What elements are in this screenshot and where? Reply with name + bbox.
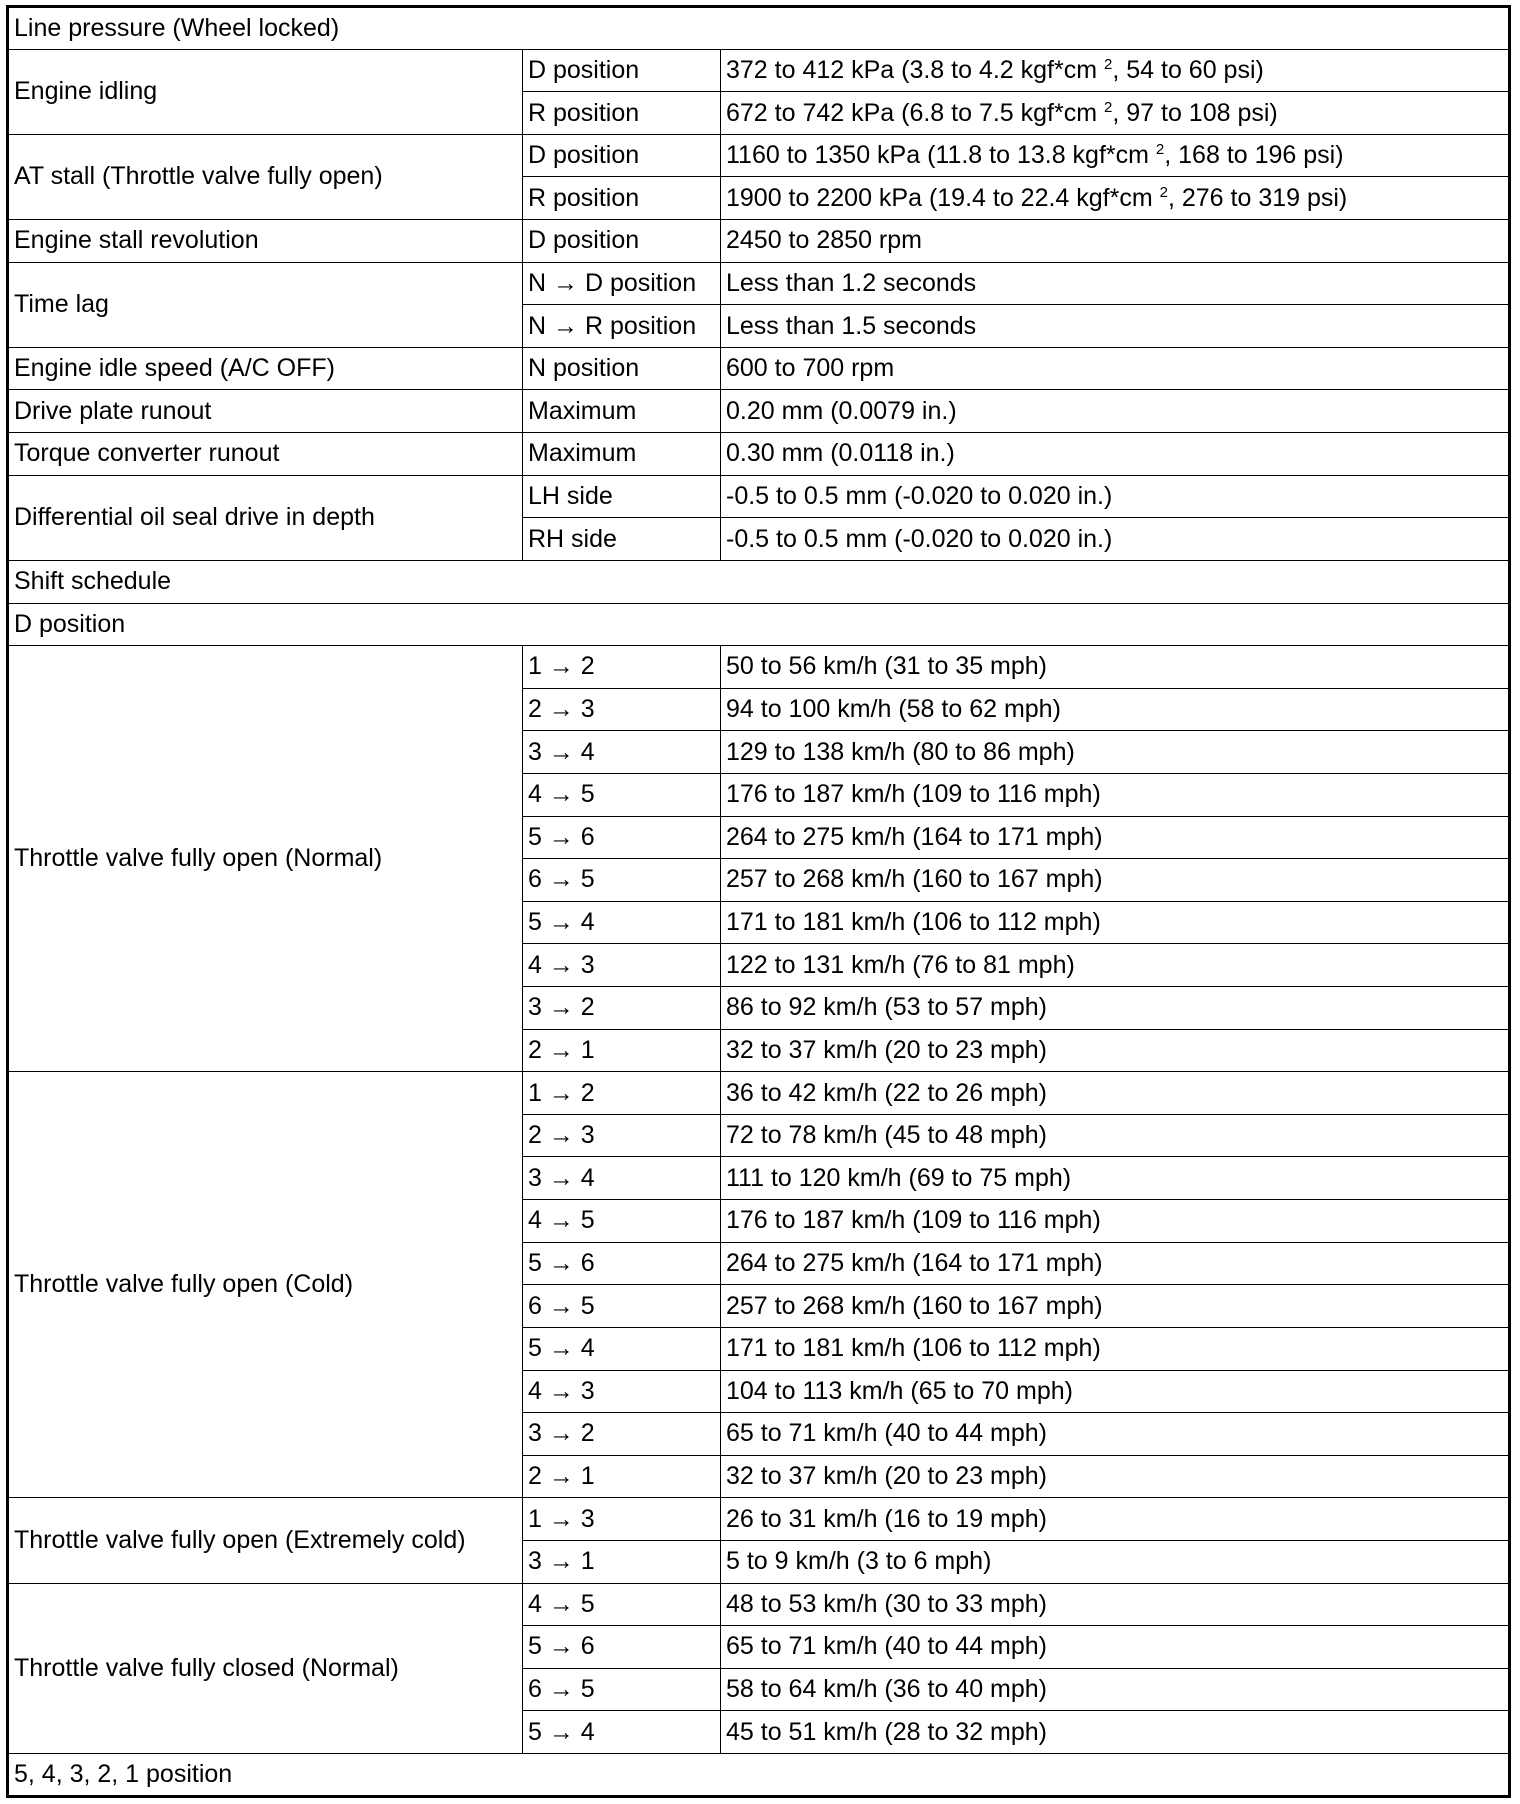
value-text: , 276 to 319 psi) — [1167, 183, 1348, 212]
engine-idle-speed-label: Engine idle speed (A/C OFF) — [8, 347, 523, 390]
differential-seal-lh: LH side — [523, 475, 721, 518]
shift-cell: 2 → 3 — [523, 688, 721, 731]
table-row — [8, 433, 1510, 476]
shift-cell: 6 → 5 — [523, 859, 721, 902]
engine-idle-speed-value: 600 to 700 rpm — [721, 347, 1510, 390]
speed-cell: 48 to 53 km/h (30 to 33 mph) — [721, 1583, 1510, 1626]
shift-cell: 5 → 4 — [523, 1711, 721, 1754]
shift-cell: 6 → 5 — [523, 1285, 721, 1328]
speed-cell: 176 to 187 km/h (109 to 116 mph) — [721, 1200, 1510, 1243]
shift-cell: 1 → 3 — [523, 1498, 721, 1541]
spec-body — [8, 7, 1510, 1797]
speed-cell: 122 to 131 km/h (76 to 81 mph) — [721, 944, 1510, 987]
speed-cell: 32 to 37 km/h (20 to 23 mph) — [721, 1029, 1510, 1072]
superscript: 2 — [1104, 98, 1113, 116]
value-text: 672 to 742 kPa (6.8 to 7.5 kgf*cm — [726, 98, 1105, 127]
speed-cell: 264 to 275 km/h (164 to 171 mph) — [721, 816, 1510, 859]
at-stall-d-value — [721, 134, 1510, 177]
shift-group-label: Throttle valve fully open (Cold) — [8, 1072, 523, 1498]
value-text: 372 to 412 kPa (3.8 to 4.2 kgf*cm — [726, 55, 1105, 84]
speed-cell: 94 to 100 km/h (58 to 62 mph) — [721, 688, 1510, 731]
value-text: , 168 to 196 psi) — [1164, 141, 1344, 170]
shift-cell: 4 → 5 — [523, 1200, 721, 1243]
drive-plate-label: Drive plate runout — [8, 390, 523, 433]
shift-cell: 5 → 4 — [523, 901, 721, 944]
speed-cell: 65 to 71 km/h (40 to 44 mph) — [721, 1413, 1510, 1456]
torque-converter-label: Torque converter runout — [8, 433, 523, 476]
d-position-header: D position — [8, 603, 1510, 646]
table-row — [8, 134, 1510, 177]
shift-cell: 5 → 4 — [523, 1327, 721, 1370]
table-row — [8, 475, 1510, 518]
value-text: 1160 to 1350 kPa (11.8 to 13.8 kgf*cm — [726, 141, 1156, 170]
at-stall-d-position: D position — [523, 134, 721, 177]
shift-cell: 4 → 5 — [523, 773, 721, 816]
drive-plate-condition: Maximum — [523, 390, 721, 433]
time-lag-nr-value: Less than 1.5 seconds — [721, 305, 1510, 348]
shift-cell: 4 → 3 — [523, 944, 721, 987]
shift-cell: 5 → 6 — [523, 816, 721, 859]
table-row — [8, 262, 1510, 305]
speed-cell: 32 to 37 km/h (20 to 23 mph) — [721, 1455, 1510, 1498]
speed-cell: 264 to 275 km/h (164 to 171 mph) — [721, 1242, 1510, 1285]
section-header-row — [8, 603, 1510, 646]
at-stall-r-value — [721, 177, 1510, 220]
speed-cell: 171 to 181 km/h (106 to 112 mph) — [721, 901, 1510, 944]
speed-cell: 104 to 113 km/h (65 to 70 mph) — [721, 1370, 1510, 1413]
differential-seal-rh-value: -0.5 to 0.5 mm (-0.020 to 0.020 in.) — [721, 518, 1510, 561]
engine-idling-d-position: D position — [523, 49, 721, 92]
shift-cell: 4 → 5 — [523, 1583, 721, 1626]
shift-group-label: Throttle valve fully open (Normal) — [8, 646, 523, 1072]
speed-cell: 257 to 268 km/h (160 to 167 mph) — [721, 1285, 1510, 1328]
speed-cell: 257 to 268 km/h (160 to 167 mph) — [721, 859, 1510, 902]
speed-cell: 50 to 56 km/h (31 to 35 mph) — [721, 646, 1510, 689]
shift-cell: 3 → 4 — [523, 731, 721, 774]
shift-cell: 3 → 2 — [523, 1413, 721, 1456]
speed-cell: 111 to 120 km/h (69 to 75 mph) — [721, 1157, 1510, 1200]
speed-cell: 58 to 64 km/h (36 to 40 mph) — [721, 1668, 1510, 1711]
shift-cell: 5 → 6 — [523, 1626, 721, 1669]
speed-cell: 5 to 9 km/h (3 to 6 mph) — [721, 1540, 1510, 1583]
time-lag-nd-value: Less than 1.2 seconds — [721, 262, 1510, 305]
torque-converter-value: 0.30 mm (0.0118 in.) — [721, 433, 1510, 476]
section-header-row — [8, 1753, 1510, 1796]
table-row — [8, 1072, 1510, 1115]
speed-cell: 36 to 42 km/h (22 to 26 mph) — [721, 1072, 1510, 1115]
table-row — [8, 1498, 1510, 1541]
value-text: , 97 to 108 psi) — [1112, 98, 1278, 127]
shift-cell: 2 → 3 — [523, 1114, 721, 1157]
shift-cell: 2 → 1 — [523, 1029, 721, 1072]
superscript: 2 — [1104, 55, 1113, 73]
table-row — [8, 1583, 1510, 1626]
shift-cell: 1 → 2 — [523, 1072, 721, 1115]
shift-cell: 5 → 6 — [523, 1242, 721, 1285]
engine-stall-position: D position — [523, 220, 721, 263]
line-pressure-header: Line pressure (Wheel locked) — [8, 7, 1510, 50]
table-row — [8, 220, 1510, 263]
engine-stall-value: 2450 to 2850 rpm — [721, 220, 1510, 263]
speed-cell: 129 to 138 km/h (80 to 86 mph) — [721, 731, 1510, 774]
engine-idling-label: Engine idling — [8, 49, 523, 134]
speed-cell: 176 to 187 km/h (109 to 116 mph) — [721, 773, 1510, 816]
shift-cell: 6 → 5 — [523, 1668, 721, 1711]
speed-cell: 171 to 181 km/h (106 to 112 mph) — [721, 1327, 1510, 1370]
section-header-row — [8, 560, 1510, 603]
time-lag-nr-position: N → R position — [523, 305, 721, 348]
engine-idling-r-value — [721, 92, 1510, 135]
speed-cell: 45 to 51 km/h (28 to 32 mph) — [721, 1711, 1510, 1754]
engine-stall-label: Engine stall revolution — [8, 220, 523, 263]
engine-idling-d-value — [721, 49, 1510, 92]
footer-position-header: 5, 4, 3, 2, 1 position — [8, 1753, 1510, 1796]
speed-cell: 86 to 92 km/h (53 to 57 mph) — [721, 987, 1510, 1030]
drive-plate-value: 0.20 mm (0.0079 in.) — [721, 390, 1510, 433]
time-lag-label: Time lag — [8, 262, 523, 347]
engine-idling-r-position: R position — [523, 92, 721, 135]
differential-seal-lh-value: -0.5 to 0.5 mm (-0.020 to 0.020 in.) — [721, 475, 1510, 518]
table-row — [8, 646, 1510, 689]
shift-cell: 2 → 1 — [523, 1455, 721, 1498]
shift-group-label: Throttle valve fully closed (Normal) — [8, 1583, 523, 1753]
speed-cell: 72 to 78 km/h (45 to 48 mph) — [721, 1114, 1510, 1157]
torque-converter-condition: Maximum — [523, 433, 721, 476]
time-lag-nd-position: N → D position — [523, 262, 721, 305]
differential-seal-rh: RH side — [523, 518, 721, 561]
speed-cell: 26 to 31 km/h (16 to 19 mph) — [721, 1498, 1510, 1541]
shift-cell: 4 → 3 — [523, 1370, 721, 1413]
value-text: 1900 to 2200 kPa (19.4 to 22.4 kgf*cm — [726, 183, 1160, 212]
shift-cell: 3 → 2 — [523, 987, 721, 1030]
table-row — [8, 49, 1510, 92]
table-row — [8, 390, 1510, 433]
shift-schedule-header: Shift schedule — [8, 560, 1510, 603]
at-stall-r-position: R position — [523, 177, 721, 220]
section-header-row — [8, 7, 1510, 50]
value-text: , 54 to 60 psi) — [1112, 55, 1264, 84]
shift-cell: 3 → 1 — [523, 1540, 721, 1583]
shift-cell: 3 → 4 — [523, 1157, 721, 1200]
at-stall-label: AT stall (Throttle valve fully open) — [8, 134, 523, 219]
superscript: 2 — [1155, 141, 1165, 159]
superscript: 2 — [1159, 183, 1168, 201]
speed-cell: 65 to 71 km/h (40 to 44 mph) — [721, 1626, 1510, 1669]
differential-seal-label: Differential oil seal drive in depth — [8, 475, 523, 560]
shift-cell: 1 → 2 — [523, 646, 721, 689]
spec-table — [6, 5, 1511, 1798]
shift-group-label: Throttle valve fully open (Extremely cold) — [8, 1498, 523, 1583]
engine-idle-speed-position: N position — [523, 347, 721, 390]
table-row — [8, 347, 1510, 390]
